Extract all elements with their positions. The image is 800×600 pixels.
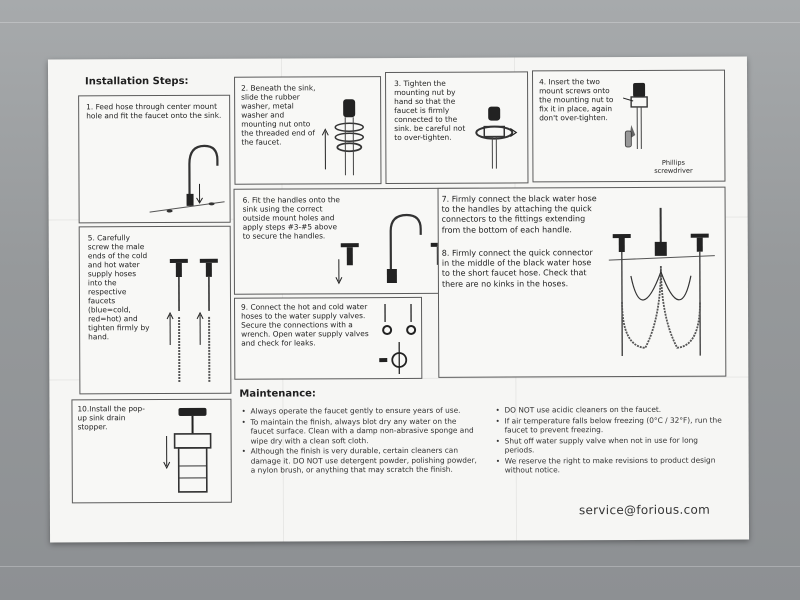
step-4-panel [532, 70, 725, 183]
hose-connection-illustration [605, 206, 724, 377]
step-7-8-panel [438, 187, 727, 378]
step-1-panel [78, 95, 231, 224]
drain-stopper-illustration [162, 406, 224, 502]
step-1-text: 1. Feed hose through center mount hole and fit the faucet onto the sink. [86, 101, 222, 121]
screwdriver-caption-line-2: screwdriver [654, 166, 693, 175]
step-10-text: 10.Install the pop-up sink drain stopper. [77, 404, 145, 432]
step-2-text: 2. Beneath the sink, slide the rubber washer, metal washer and mounting nut onto the threaded end of the faucet. [241, 83, 316, 147]
installation-heading: Installation Steps: [85, 75, 189, 88]
step-10-panel [71, 399, 231, 504]
maintenance-item: • Always operate the faucet gently to ensure years of use. [241, 406, 477, 417]
maintenance-heading: Maintenance: [239, 388, 316, 400]
step-7-text: 7. Firmly connect the black water hose to the handles by attaching the quick connectors to the fittings extending from the bottom of each handle. [441, 194, 597, 235]
screwdriver-caption [645, 159, 701, 175]
maintenance-item: • To maintain the finish, always blot dry any water on the faucet surface. Clean with a damp non-abrasive sponge and wipe dry with a clean soft cloth. [242, 416, 478, 446]
tighten-nut-illustration [466, 102, 524, 172]
background-line [0, 566, 800, 567]
maintenance-item: • We reserve the right to make revisions to product design without notice. [496, 455, 724, 475]
screwdriver-caption-line-1: Phillips [661, 158, 685, 167]
maintenance-item: • Shut off water supply valve when not in use for long periods. [496, 435, 724, 455]
maintenance-right-list [495, 405, 723, 476]
washer-nut-illustration [317, 91, 377, 179]
step-4-text: 4. Insert the two mount screws onto the mounting nut to fix it in place, again don't over-tighten. [539, 77, 614, 123]
mount-screw-illustration [623, 77, 723, 153]
step-8-text: 8. Firmly connect the quick connector in the middle of the black water hose to the short faucet hose. Check that there are no kinks in the hoses. [441, 248, 593, 289]
background-line [0, 22, 800, 23]
maintenance-item: • If air temperature falls below freezing (0°C / 32°F), run the faucet to prevent freezing. [496, 415, 724, 435]
maintenance-item: • Although the finish is very durable, certain cleaners can damage it. DO NOT use detergent powder, polishing powder, a nylon brush, or anything that may scratch the finish. [242, 446, 478, 476]
step-2-panel [234, 76, 381, 185]
step-9-panel [234, 297, 422, 380]
maintenance-item: • DO NOT use acidic cleaners on the faucet. [495, 405, 723, 415]
instruction-sheet [48, 56, 749, 542]
service-email: service@forious.com [578, 502, 711, 518]
step-6-text: 6. Fit the handles onto the sink using the correct outside mount holes and apply steps #3-#5 above to secure the handles. [242, 195, 340, 241]
maintenance-left-list [241, 406, 477, 477]
supply-hose-illustration [160, 255, 231, 389]
supply-valve-illustration [377, 302, 421, 378]
step-3-text: 3. Tighten the mounting nut by hand so that the faucet is firmly connected to the sink. be careful not to over-tighten. [394, 78, 466, 143]
step-9-text: 9. Connect the hot and cold water hoses to the water supply valves. Secure the connections with a wrench. Open water supply valves and check for leaks. [241, 302, 369, 348]
step-5-panel [79, 226, 232, 395]
step-5-text: 5. Carefully screw the male ends of the cold and hot water supply hoses into the respective faucets (blue=cold, red=hot) and tighten firmly by hand. [87, 233, 150, 342]
faucet-feed-illustration [129, 136, 229, 220]
step-3-panel [385, 71, 528, 184]
